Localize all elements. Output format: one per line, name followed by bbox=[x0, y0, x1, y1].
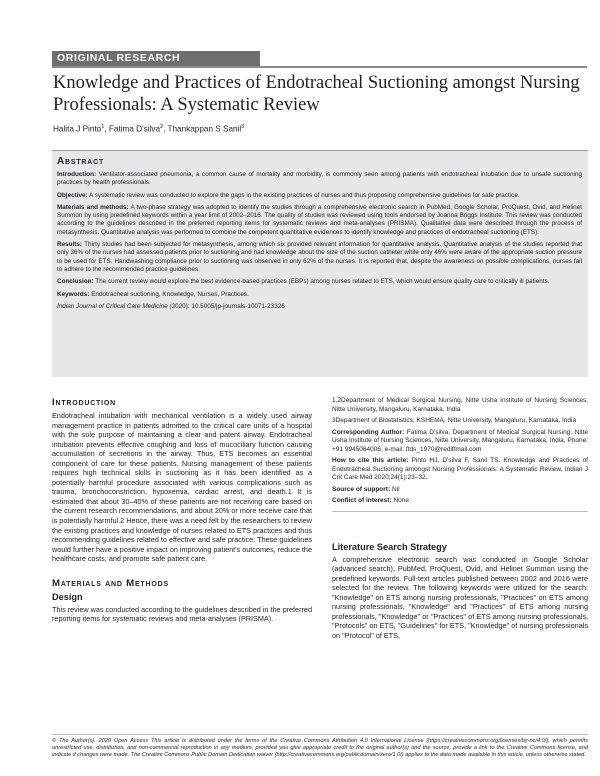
abstract-text: A two-phase strategy was adopted to identify the studies through a comprehensive electronic search in PubMed, Google Scholar, ProQuest, Ovid, and Helinet Summon by using predefined keywords within a year limit of 2002–2016. The quality of studies was reviewed using tools endorsed by Joanna Briggs Institute. This review was conducted according to the guidelines described in the preferred reporting items for systematic reviews and meta-analyses (PRISMA). Qualitative data were described through the process of metasynthesis. Quantitative analysis was performed to combine the competent quantitative evidences to identify knowledge and practices of endotracheal suctioning (ETS). bbox=[57, 203, 582, 236]
corresponding-text: Fatima D'silva, Department of Medical Surgical Nursing, Nitte Usha Institute of Nursing Sciences, Nitte University, Mangaluru, Karnataka, India, Phone: +91 9945064006, e-mail: ftds_1970@rediffmail.com bbox=[332, 428, 588, 453]
abstract-label: Materials and methods: bbox=[57, 203, 129, 211]
literature-heading: Literature Search Strategy bbox=[332, 541, 447, 552]
conflict-text: None bbox=[391, 497, 409, 504]
footer-rule bbox=[52, 734, 588, 735]
journal-name: Indian Journal of Critical Care Medicine bbox=[57, 302, 168, 310]
abstract-label: Objective: bbox=[57, 191, 88, 199]
abstract-keywords bbox=[57, 291, 582, 299]
corresponding-author bbox=[332, 429, 588, 455]
author-affiliation-mark: 1 bbox=[101, 124, 105, 130]
conflict-label: Conflict of interest: bbox=[332, 497, 392, 504]
cite-label: How to cite this article: bbox=[332, 457, 409, 464]
abstract-label: Conclusion: bbox=[57, 278, 94, 286]
cite-text: Pinto HJ, D'silva F, Sanil TS. Knowledge and Practices of Endotracheal Suctioning amongst Nursing Professionals: A Systematic Review. Indian J Crit Care Med 2020;24(1):23–32. bbox=[332, 457, 588, 481]
abstract-conclusion bbox=[57, 278, 582, 286]
abstract-heading: Abstract bbox=[57, 156, 105, 167]
article-title: Knowledge and Practices of Endotracheal Suctioning amongst Nursing Professionals: A Systematic Review bbox=[53, 73, 580, 115]
left-column bbox=[52, 397, 312, 624]
design-text: This review was conducted according to the guidelines described in the preferred reporting items for systematic reviews and meta-analyses (PRISMA). bbox=[52, 604, 312, 624]
affiliation-3: 3Department of Biostatistics, KSHEMA, Nitte University, Mangaluru, Karnataka, India bbox=[332, 417, 577, 424]
copyright-footer: © The Author(s). 2020 Open Access This article is distributed under the terms of the Creative Commons Attribution 4.0 International License (https://creativecommons.org/licenses/by-nc/4.0/), which permits unrestricted use, distribution, and non-commercial reproduction in any medium, provided you give appropriate credit to the original author(s) and the source, provide a link to the Creative Commons license, and indicate if changes were made. The Creative Commons Public Domain Dedication waiver (http://creativecommons.org/publicdomain/zero/1.0/) applies to the data made available in this article, unless otherwise stated. bbox=[52, 738, 588, 759]
author-affiliation-mark: 3 bbox=[241, 124, 245, 130]
methods-heading: Materials and Methods bbox=[52, 577, 169, 589]
author-name: Halita J Pinto bbox=[53, 124, 102, 134]
abstract-text: Thirty studies had been subjected for metasynthesis, among which six provided relevant information for quantitative analysis. Quantitative analysis of the studies reported that only 36% of the nurses had assessed patients prior to suctioning and had knowledge about the size of the suction catheter while only 46% were aware of the appropriate suction pressure to be used for ETS. Handwashing compliance prior to suctioning was observed in only 62% of the nurses. It is reported that, despite the awareness on possible complications, nurses fail to adhere to the recommended practice guidelines. bbox=[57, 241, 582, 273]
abstract-objective bbox=[57, 192, 582, 200]
article-type-banner: ORIGINAL RESEARCH bbox=[52, 51, 260, 66]
abstract-methods bbox=[57, 204, 582, 237]
introduction-text: Endotracheal intubation with mechanical ventilation is a widely used airway management practice in patients admitted to the critical care units of a hospital with the sole purpose of maintaining a clear and patent airway. Endotracheal intubation prevents effective coughing and loss of mucociliary function causing accumulation of secretions in the airway. Thus, ETS becomes an essential component of care for these patients. Nursing management of these patients requires high technical skills in suctioning as it has been identified as a potentially harmful procedure associated with various complications such as trauma, bronchoconstriction, hypoxemia, cardiac arrest, and death.1 It is estimated that about 30–40% of these patients are not receiving care based on the current research recommendations, and about 20% or more receive care that is potentially harmful.2 Hence, there was a need felt by the researchers to review the existing practices and knowledge of nurses related to ETS practices and thus recommending guidelines related to effective and safe practice. These guidelines would further have a positive impact on improving patient's outcomes, reduce the healthcare costs, and promote safe patient care. bbox=[52, 411, 312, 564]
introduction-heading: Introduction bbox=[52, 397, 116, 408]
abstract-label: Introduction: bbox=[57, 171, 97, 178]
abstract-text: A systematic review was conducted to explore the gaps in the existing practices of nurses and thus proposing comprehensive guidelines for safe practice. bbox=[87, 191, 520, 199]
how-to-cite bbox=[332, 457, 588, 483]
abstract-results bbox=[57, 241, 582, 274]
support-label: Source of support: bbox=[332, 485, 391, 493]
support-text: Nil bbox=[390, 485, 400, 493]
author-name: Fatima D'silva bbox=[108, 124, 161, 134]
abstract-text: Endotracheal suctioning, Knowledge, Nurses, Practices. bbox=[89, 290, 249, 298]
corresponding-label: Corresponding Author: bbox=[332, 428, 405, 436]
abstract-label: Keywords: bbox=[57, 290, 90, 298]
abstract-box bbox=[52, 150, 588, 377]
abstract-label: Results: bbox=[57, 241, 83, 249]
author-name: Thankappan S Sanil bbox=[167, 124, 242, 134]
abstract-text: Ventilator-associated pneumonia, a common cause of mortality and morbidity, is commonly seen among patients with endotracheal intubation due to unsafe suctioning practices by health professionals. bbox=[57, 171, 582, 187]
source-of-support bbox=[332, 486, 588, 495]
right-column bbox=[332, 397, 588, 640]
banner-rule bbox=[52, 66, 587, 68]
abstract-introduction bbox=[57, 171, 582, 188]
design-heading: Design bbox=[52, 591, 83, 602]
conflict-of-interest bbox=[332, 497, 588, 506]
author-affiliation-mark: 2 bbox=[160, 124, 164, 130]
abstract-text: The current review would explore the best evidence-based practices (EBPs) among nurses related to ETS, which would ensure quality care to critically ill patients. bbox=[93, 278, 550, 286]
journal-doi: (2020): 10.5005/jp-journals-10071-23326 bbox=[167, 302, 285, 310]
affiliation-1: 1,2Department of Medical Surgical Nursing, Nitte Usha Institute of Nursing Sciences, Nitte University, Mangaluru, Karnataka, India bbox=[332, 397, 588, 413]
journal-citation bbox=[57, 303, 582, 311]
literature-text: A comprehensive electronic search was conducted in Google Scholar (advanced search), PubMed, ProQuest, Ovid, and Helinet Summon using the predefined keywords. Full-text articles published between 2002 and 2016 were selected for the review. The following keywords were utilized for the search: "Knowledge" on ETS among nursing professionals, "Practices" on ETS among nursing professionals, "Knowledge" and "Practices" of ETS among nursing professionals, "Knowledge" or "Practices" of ETS among nursing professionals, "Protocols" on ETS, "Guidelines" for ETS, "Knowledge" of nursing professionals on "Protocol" of ETS, bbox=[332, 554, 588, 640]
author-list: Halita J Pinto$^1$, Fatima D'silva$^2$, Thankappan S Sanil$^3$ bbox=[53, 124, 245, 134]
